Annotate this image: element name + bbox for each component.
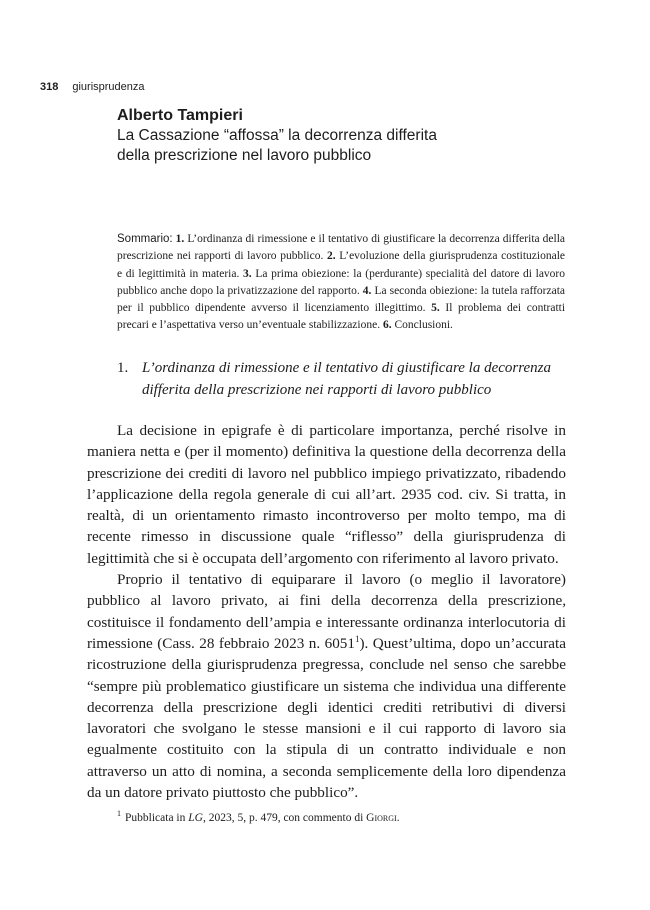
summary	[117, 231, 565, 335]
running-head	[40, 81, 145, 93]
summary-item-text: Conclusioni.	[394, 319, 453, 332]
article-title-line-2: della prescrizione nel lavoro pubblico	[117, 147, 372, 164]
summary-item-number: 1.	[175, 233, 185, 245]
footnote-mark: 1	[117, 809, 121, 819]
paragraph-text: Proprio il tentativo di equiparare il lavoro (o meglio il lavoratore) pubblico al lavoro privato, ai fini della decorrenza della prescrizione, costituisce il fondamento dell’ampia e interessante ordinanza interlocutoria di rimessione (Cass. 28 febbraio 2023 n. 6051	[87, 571, 566, 652]
summary-item-number: 3.	[243, 267, 252, 280]
section-heading	[117, 357, 567, 401]
summary-item-text: Il problema dei contratti precari e l’aspettativa verso un’eventuale stabilizzazione.	[117, 302, 566, 332]
summary-item-number: 4.	[362, 284, 372, 297]
journal-abbreviation: LG	[188, 812, 203, 824]
footnote-text: .	[396, 812, 400, 824]
page-number: 318	[40, 81, 59, 93]
author-name: Alberto Tampieri	[117, 107, 243, 124]
journal-section: giurisprudenza	[72, 81, 145, 93]
summary-item-text: La seconda obiezione: la tutela rafforzata per il pubblico dipendente avverso il licenziamento illegittimo.	[117, 284, 566, 315]
paragraph-text: ). Quest’ultima, dopo un’accurata ricostruzione della giurisprudenza pregressa, conclude nel senso che sarebbe “sempre più problematico giustificare un sistema che individua una differente decorrenza della prescrizione degli identici crediti retributivi di diversi lavoratori che svolgano le stesse mansioni e il cui rapporto di lavoro sia egualmente costituito con la stipula di un contratto individuale e non attraverso un atto di nomina, a seconda semplicemente della loro dipendenza da un datore privato piuttosto che pubblico”.	[87, 634, 566, 802]
article-title-line-1: La Cassazione “affossa” la decorrenza differita	[117, 127, 437, 144]
summary-item-number: 6.	[382, 319, 392, 332]
summary-item-text: La prima obiezione: la (perdurante) specialità del datore di lavoro pubblico anche dopo la privatizzazione del rapporto.	[117, 267, 566, 297]
footnote-author: Giorgi	[366, 812, 397, 824]
summary-label: Sommario:	[117, 233, 173, 245]
summary-item-text: L’evoluzione della giurisprudenza costituzionale e di legittimità in materia.	[117, 250, 566, 280]
footnote-reference[interactable]: 1	[354, 633, 360, 644]
section-title: L’ordinanza di rimessione e il tentativo di giustificare la decorrenza differita della prescrizione nei rapporti di lavoro pubblico	[142, 360, 551, 398]
footnote-text: Pubblicata in	[125, 812, 189, 824]
summary-item-number: 5.	[431, 302, 440, 315]
summary-item-number: 2.	[326, 250, 336, 263]
summary-item-text: L’ordinanza di rimessione e il tentativo di giustificare la decorrenza differita della prescrizione nei rapporti di lavoro pubblico.	[117, 233, 566, 263]
section-number: 1.	[117, 360, 129, 376]
article-header	[117, 106, 437, 166]
paragraph	[87, 569, 566, 803]
footnote	[117, 809, 400, 824]
footnote-text: , 2023, 5, p. 479, con commento di	[202, 812, 367, 824]
body-text	[87, 420, 566, 803]
paragraph: La decisione in epigrafe è di particolare importanza, perché risolve in maniera netta e (per il momento) definitiva la questione della decorrenza della prescrizione dei crediti di lavoro nel pubblico impiego privatizzato, ribadendo l’applicazione della regola generale di cui all’art. 2935 cod. civ. Si tratta, in realtà, di un orientamento rimasto incontroverso per molto tempo, ma di recente rimesso in discussione quale “riflesso” della giurisprudenza di legittimità che si è occupata dell’argomento con riferimento al lavoro privato.	[87, 422, 566, 567]
